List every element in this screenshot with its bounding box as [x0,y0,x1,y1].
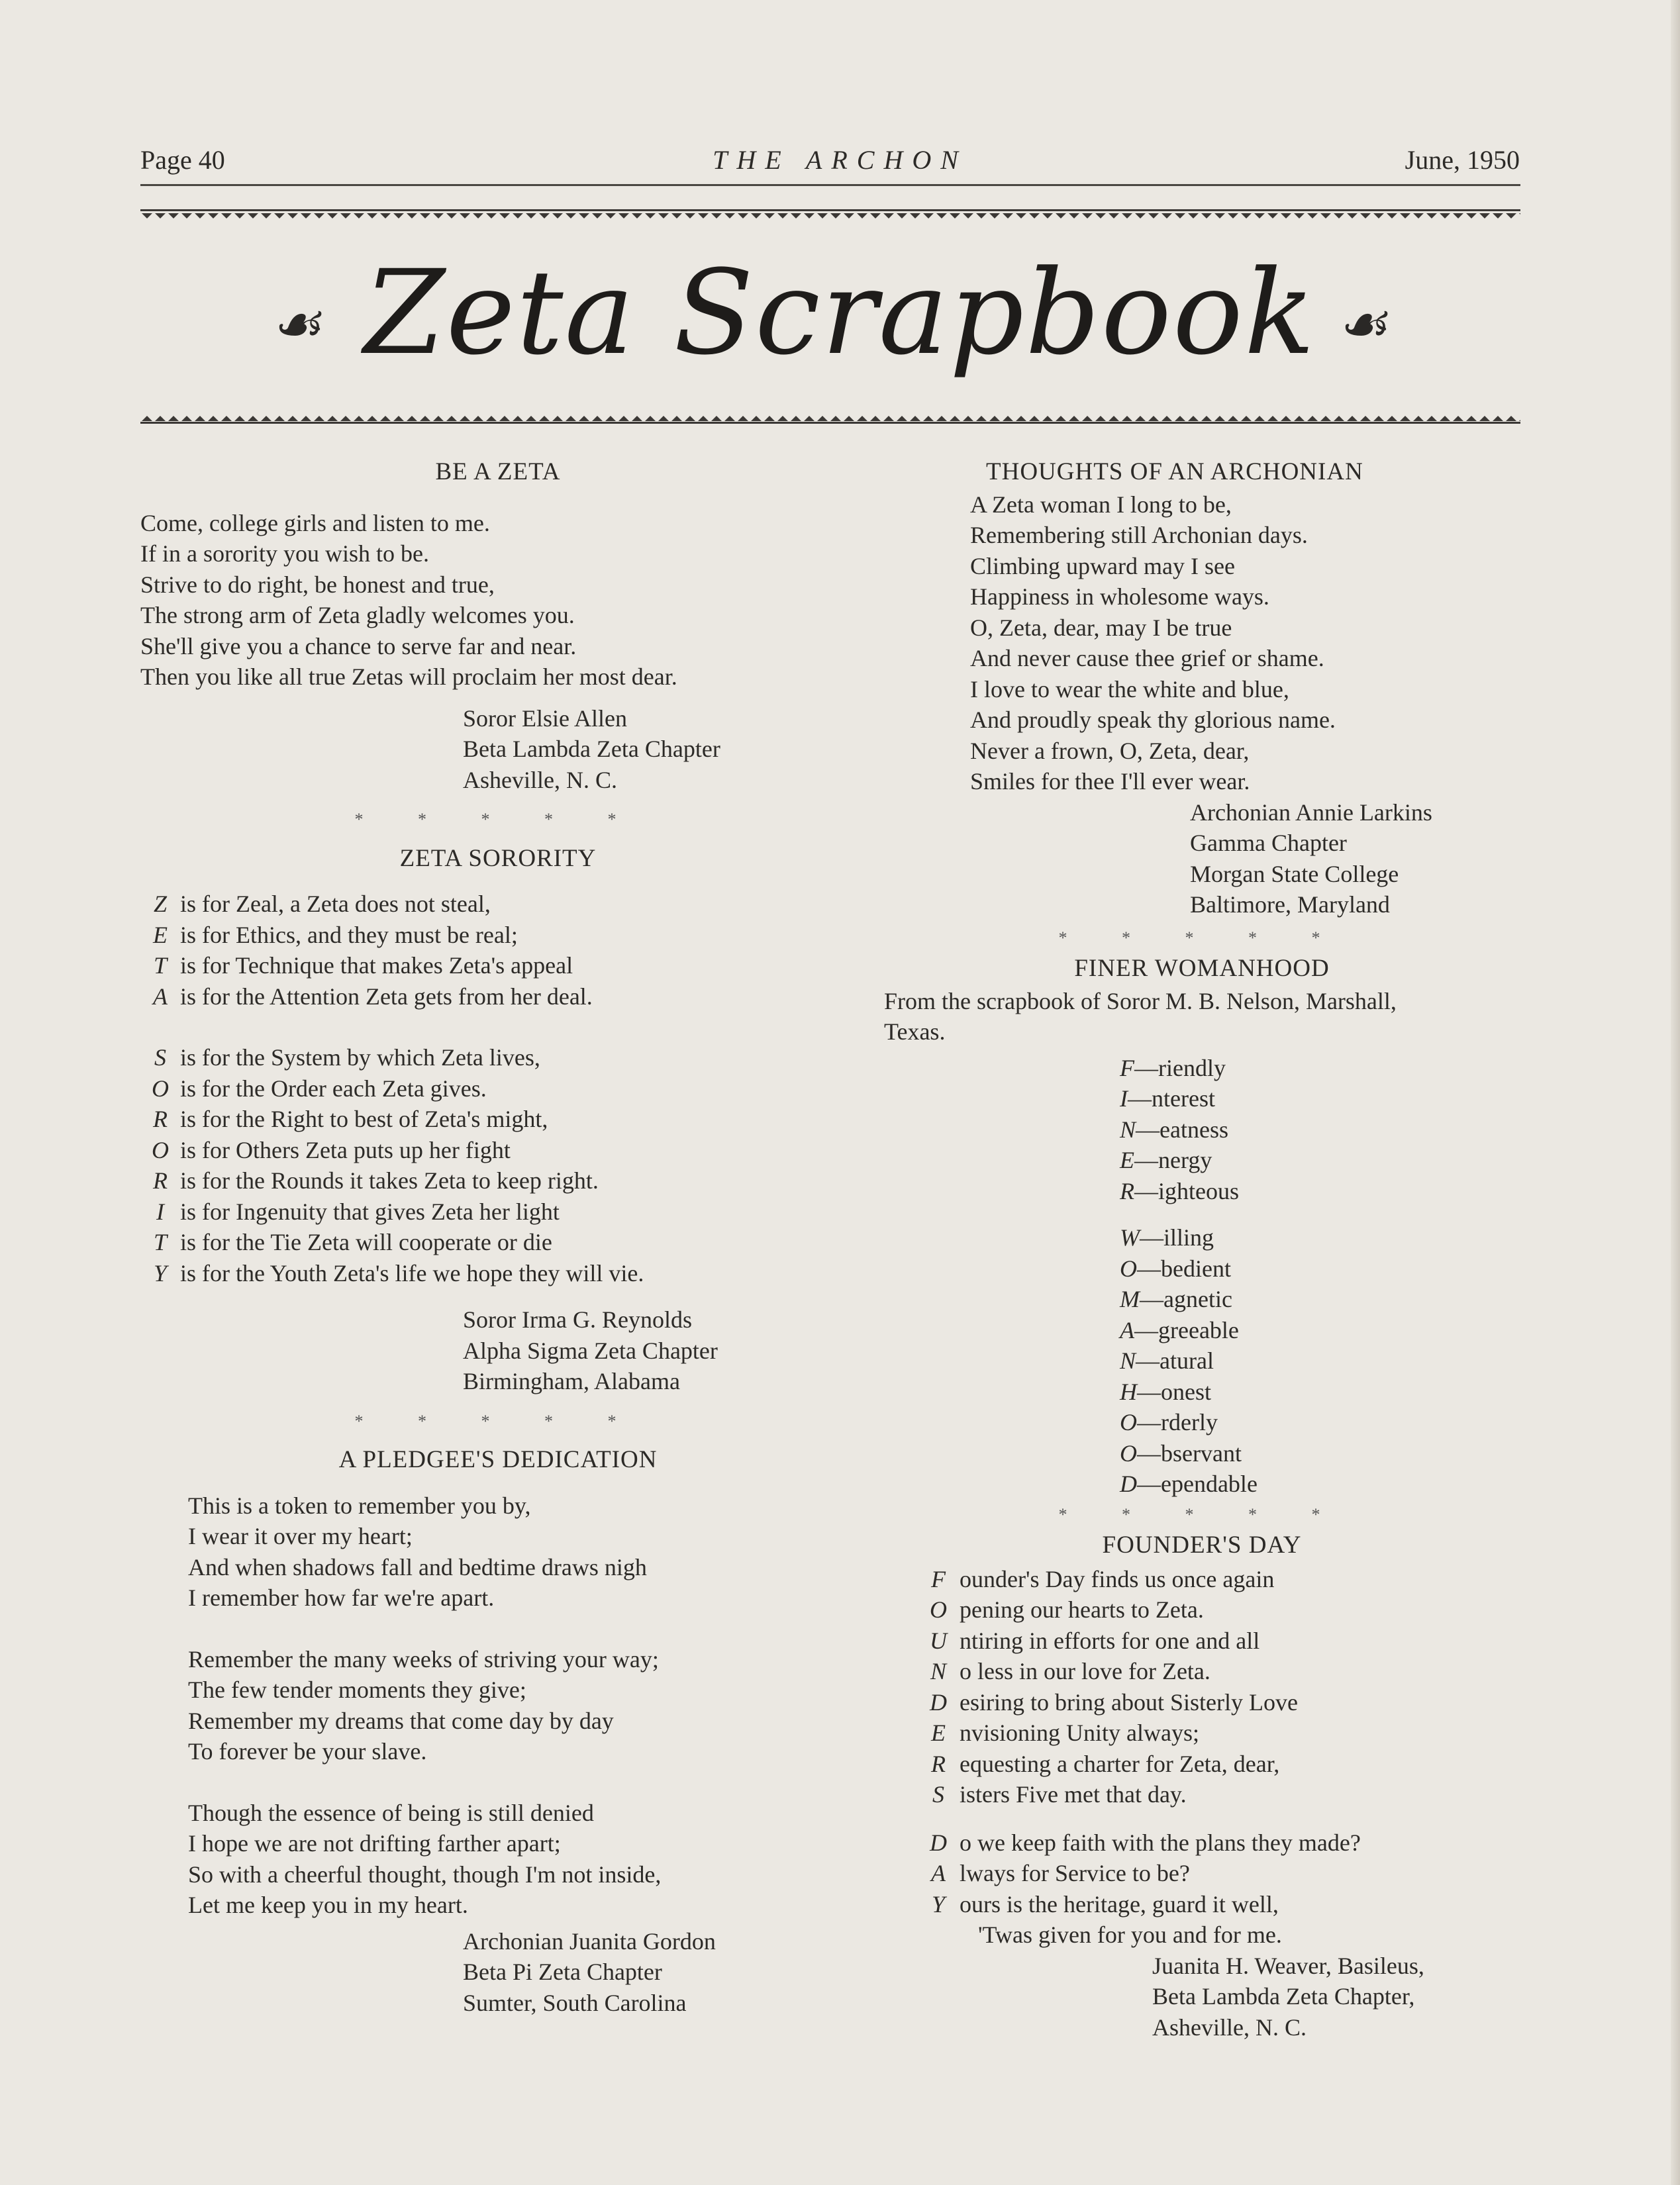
author-school: Morgan State College [1190,860,1399,887]
acrostic-text: ounder's Day finds us once again [960,1565,1275,1592]
acrostic-text: —nterest [1128,1085,1215,1112]
poem-line: Strive to do right, be honest and true, [140,571,495,598]
section-separator: * * * * * [354,810,642,829]
acrostic-text: is for the Rounds it takes Zeta to keep right. [180,1167,599,1194]
acrostic-letter: A [931,1860,946,1886]
right-column [884,457,1520,2043]
acrostic-line [140,1073,856,1104]
acrostic-line [140,981,856,1012]
acrostic-letter: U [930,1627,947,1654]
author-name: Juanita H. Weaver, Basileus, [1152,1952,1424,1979]
acrostic-letter: O [930,1596,947,1623]
acrostic-line [140,1165,856,1196]
acrostic-text: —illing [1140,1224,1214,1251]
poem-line: Never a frown, O, Zeta, dear, [970,737,1250,764]
acrostic-line [917,1827,1520,1859]
poem-line: The few tender moments they give; [188,1676,526,1703]
acrostic-line [140,950,856,981]
masthead [0,238,1680,411]
poem-heading: THOUGHTS OF AN ARCHONIAN [986,458,1363,485]
acrostic-letter: N [930,1658,946,1684]
poem-line: I wear it over my heart; [188,1523,413,1549]
poem-line: The strong arm of Zeta gladly welcomes you. [140,602,575,628]
poem-heading: A PLEDGEE'S DEDICATION [338,1446,658,1473]
author-location: Asheville, N. C. [463,766,617,793]
acrostic-text: is for Others Zeta puts up her fight [180,1136,511,1163]
bottom-border [140,412,1520,426]
author-name: Archonian Juanita Gordon [463,1927,716,1955]
acrostic-letter: M [1120,1286,1140,1312]
acrostic-line [917,1858,1520,1889]
poem-line: Remember my dreams that come day by day [188,1707,614,1734]
poem-line: Let me keep you in my heart. [188,1892,468,1918]
header-rule [140,184,1520,186]
author-chapter: Beta Pi Zeta Chapter [463,1959,662,1985]
acrostic-letter: Y [931,1890,946,1918]
scrapbook-title: Zeta Scrapbook [364,245,1316,381]
acrostic-letter: O [1120,1439,1137,1467]
acrostic-text: —greeable [1134,1316,1239,1343]
acrostic-line [917,1564,1520,1595]
top-border [140,209,1520,224]
author-chapter: Beta Lambda Zeta Chapter [463,736,720,762]
acrostic-line [884,1145,1520,1176]
author-location: Birmingham, Alabama [463,1368,680,1394]
poem-line: To forever be your slave. [188,1738,427,1765]
acrostic-line [917,1889,1520,1920]
acrostic-line [884,1114,1520,1145]
poem-heading: BE A ZETA [435,458,561,485]
poem-line: A Zeta woman I long to be, [970,491,1232,518]
acrostic-line [884,1469,1520,1500]
acrostic-text: equesting a charter for Zeta, dear, [960,1750,1280,1777]
poem-thoughts-of-an-archonian [884,457,1520,920]
poem-line: 'Twas given for you and for me. [978,1921,1282,1948]
acrostic-text: is for the Tie Zeta will cooperate or die [180,1229,552,1255]
author-location: Baltimore, Maryland [1190,891,1390,918]
acrostic-letter: E [153,921,168,948]
acrostic-line [140,1258,856,1289]
acrostic-line [884,1222,1520,1253]
acrostic-letter: H [1120,1378,1137,1405]
page-number: Page 40 [140,145,225,175]
acrostic-text: is for the System by which Zeta lives, [180,1044,540,1071]
acrostic-text: esiring to bring about Sisterly Love [960,1688,1298,1716]
acrostic-line [140,1104,856,1135]
acrostic-text: —bservant [1137,1439,1242,1467]
poem-line: And never cause thee grief or shame. [970,645,1324,671]
acrostic-text: lways for Service to be? [960,1860,1190,1886]
poem-line: And proudly speak thy glorious name. [970,706,1336,733]
acrostic-text: is for Ingenuity that gives Zeta her light [180,1198,560,1225]
acrostic-line [917,1687,1520,1718]
leaf-ornament-right-icon: ☙ [1336,293,1388,356]
acrostic-text: —atural [1136,1347,1214,1374]
acrostic-text: —eatness [1136,1116,1228,1143]
acrostic-line [884,1407,1520,1438]
acrostic-line [884,1284,1520,1315]
poem-heading: ZETA SORORITY [399,844,597,872]
acrostic-line [917,1749,1520,1780]
author-chapter: Gamma Chapter [1190,830,1347,856]
acrostic-text: —nergy [1134,1147,1212,1173]
acrostic-letter: Y [153,1259,168,1287]
poem-line: This is a token to remember you by, [188,1492,531,1519]
acrostic-text: isters Five met that day. [960,1781,1187,1808]
section-separator: * * * * * [1058,928,1346,947]
intro-line: From the scrapbook of Soror M. B. Nelson, Marshall, [884,987,1397,1014]
acrostic-letter: S [932,1781,944,1808]
acrostic-letter: A [1120,1316,1134,1343]
author-name: Archonian Annie Larkins [1190,799,1432,826]
poem-be-a-zeta [140,457,856,795]
acrostic-text: ntiring in efforts for one and all [960,1627,1260,1654]
acrostic-letter: O [152,1136,169,1163]
acrostic-text: is for Zeal, a Zeta does not steal, [180,891,491,917]
acrostic-letter: I [156,1198,164,1225]
acrostic-text: is for the Right to best of Zeta's might, [180,1106,548,1132]
author-location: Asheville, N. C. [1152,2014,1307,2041]
acrostic-line [884,1053,1520,1084]
acrostic-letter: O [152,1075,169,1102]
acrostic-letter: D [1120,1471,1137,1497]
acrostic-line [884,1253,1520,1285]
acrostic-line [140,1196,856,1228]
acrostic-text: nvisioning Unity always; [960,1720,1199,1746]
poem-line: I remember how far we're apart. [188,1584,495,1611]
intro-line: Texas. [884,1018,946,1045]
acrostic-text: is for the Order each Zeta gives. [180,1075,487,1102]
poem-line: Though the essence of being is still denied [188,1799,594,1826]
acrostic-letter: A [153,983,168,1010]
poem-line: Come, college girls and listen to me. [140,509,490,536]
acrostic-text: is for Ethics, and they must be real; [180,921,518,948]
acrostic-line [140,920,856,951]
acrostic-text: —rderly [1137,1409,1218,1435]
acrostic-text: ours is the heritage, guard it well, [960,1890,1279,1918]
left-column [140,457,856,2018]
leaf-ornament-left-icon: ☙ [270,293,322,356]
poem-line: I love to wear the white and blue, [970,675,1289,703]
poem-line: So with a cheerful thought, though I'm not inside, [188,1861,662,1888]
acrostic-line [917,1594,1520,1626]
acrostic-line [140,1135,856,1166]
acrostic-text: is for the Youth Zeta's life we hope they will vie. [180,1259,644,1287]
acrostic-line [140,889,856,920]
acrostic-text: o we keep faith with the plans they made? [960,1829,1361,1856]
acrostic-letter: T [153,1229,168,1255]
acrostic-letter: E [1120,1147,1134,1173]
acrostic-letter: N [1120,1347,1136,1374]
acrostic-line [140,1042,856,1073]
poem-finer-womanhood [884,953,1520,1500]
acrostic-letter: R [153,1106,168,1132]
acrostic-line [884,1083,1520,1114]
acrostic-letter: O [1120,1255,1137,1282]
acrostic-letter: F [1120,1054,1134,1081]
poem-line: O, Zeta, dear, may I be true [970,614,1232,641]
section-separator: * * * * * [354,1411,642,1431]
acrostic-letter: D [930,1829,947,1856]
acrostic-letter: E [931,1720,946,1746]
poem-line: She'll give you a chance to serve far and near. [140,632,577,659]
acrostic-text: —ependable [1137,1471,1258,1497]
acrostic-text: is for Technique that makes Zeta's appeal [180,952,573,979]
author-name: Soror Irma G. Reynolds [463,1306,692,1333]
acrostic-text: —bedient [1137,1255,1231,1282]
acrostic-letter: F [931,1565,946,1592]
acrostic-line [917,1626,1520,1657]
poem-zeta-sorority [140,844,856,1397]
author-chapter: Beta Lambda Zeta Chapter, [1152,1983,1415,2010]
poem-heading: FOUNDER'S DAY [1102,1531,1302,1559]
acrostic-text: o less in our love for Zeta. [960,1658,1211,1684]
section-separator: * * * * * [1058,1504,1346,1524]
poem-line: Happiness in wholesome ways. [970,583,1269,610]
poem-line: Remembering still Archonian days. [970,522,1308,548]
acrostic-line [917,1779,1520,1810]
poem-line: Remember the many weeks of striving your way; [188,1645,659,1673]
acrostic-letter: R [931,1750,946,1777]
poem-pledgee-dedication [140,1445,856,2018]
acrostic-letter: O [1120,1409,1137,1435]
acrostic-text: is for the Attention Zeta gets from her deal. [180,983,593,1010]
acrostic-line [884,1377,1520,1408]
acrostic-line [884,1315,1520,1346]
acrostic-letter: I [1120,1085,1128,1112]
acrostic-letter: R [153,1167,168,1194]
acrostic-letter: W [1120,1224,1140,1251]
poem-line: Climbing upward may I see [970,552,1235,579]
poem-line: I hope we are not drifting farther apart; [188,1830,561,1857]
acrostic-text: —ighteous [1134,1177,1239,1204]
acrostic-letter: Z [153,891,168,917]
acrostic-letter: R [1120,1177,1134,1204]
author-chapter: Alpha Sigma Zeta Chapter [463,1337,718,1364]
poem-line: Smiles for thee I'll ever wear. [970,768,1250,795]
acrostic-letter: N [1120,1116,1136,1143]
acrostic-text: —riendly [1134,1054,1226,1081]
poem-line: If in a sorority you wish to be. [140,540,429,567]
acrostic-text: —agnetic [1140,1286,1232,1312]
acrostic-line [884,1345,1520,1377]
author-location: Sumter, South Carolina [463,1989,687,2016]
acrostic-line [140,1227,856,1258]
issue-date: June, 1950 [1405,145,1520,175]
acrostic-line [884,1176,1520,1207]
acrostic-letter: S [154,1044,166,1071]
poem-line: Then you like all true Zetas will proclaim her most dear. [140,663,677,690]
poem-founders-day [884,1530,1520,2043]
poem-line: And when shadows fall and bedtime draws nigh [188,1553,647,1580]
acrostic-line [917,1656,1520,1687]
poem-heading: FINER WOMANHOOD [1074,955,1330,982]
acrostic-letter: D [930,1688,947,1716]
acrostic-line [917,1718,1520,1749]
acrostic-text: —onest [1137,1378,1211,1405]
publication-title: THE ARCHON [713,145,967,175]
author-name: Soror Elsie Allen [463,704,627,732]
acrostic-text: pening our hearts to Zeta. [960,1596,1204,1623]
acrostic-letter: T [153,952,168,979]
acrostic-line [884,1438,1520,1469]
